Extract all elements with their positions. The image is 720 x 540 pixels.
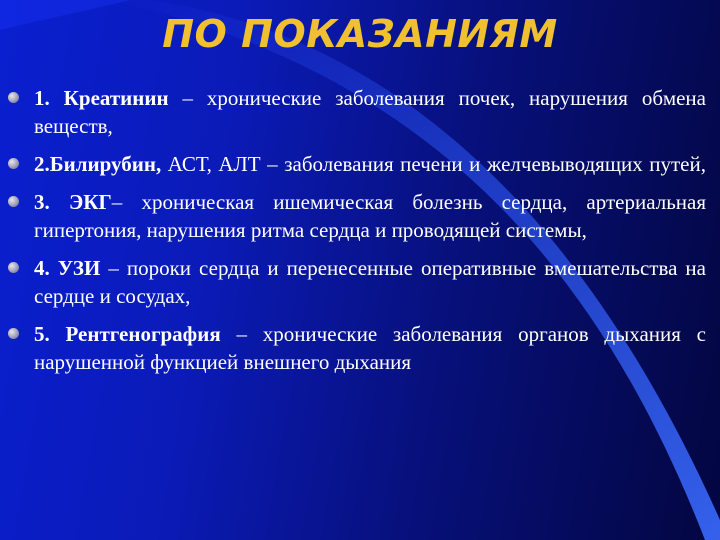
- item-text: – хронические заболевания почек, нарушения обмена веществ,: [34, 86, 706, 138]
- item-lead: 3. ЭКГ: [34, 190, 112, 214]
- item-lead: 4. УЗИ: [34, 256, 101, 280]
- item-text: АСТ, АЛТ – заболевания печени и желчевыводящих путей,: [161, 152, 706, 176]
- bullet-icon: [8, 92, 19, 103]
- list-item: [34, 320, 706, 376]
- bullet-icon: [8, 158, 19, 169]
- bullet-icon: [8, 196, 19, 207]
- item-lead: 1. Креатинин: [34, 86, 169, 110]
- bullet-icon: [8, 328, 19, 339]
- item-text: – хроническая ишемическая болезнь сердца, артериальная гипертония, нарушения ритма сердца и проводящей системы,: [34, 190, 706, 242]
- slide-title: ПО ПОКАЗАНИЯМ: [162, 12, 558, 56]
- item-text: – пороки сердца и перенесенные оперативные вмешательства на сердце и сосудах,: [34, 256, 706, 308]
- list-item: [34, 188, 706, 244]
- list-item: [34, 84, 706, 140]
- item-text: – хронические заболевания органов дыхания с нарушенной функцией внешнего дыхания: [34, 322, 706, 374]
- bullet-icon: [8, 262, 19, 273]
- list-item: [34, 150, 706, 178]
- list-item: [34, 254, 706, 310]
- item-lead: 2.Билирубин,: [34, 152, 162, 176]
- item-lead: 5. Рентгенография: [34, 322, 221, 346]
- indication-list: [34, 84, 706, 386]
